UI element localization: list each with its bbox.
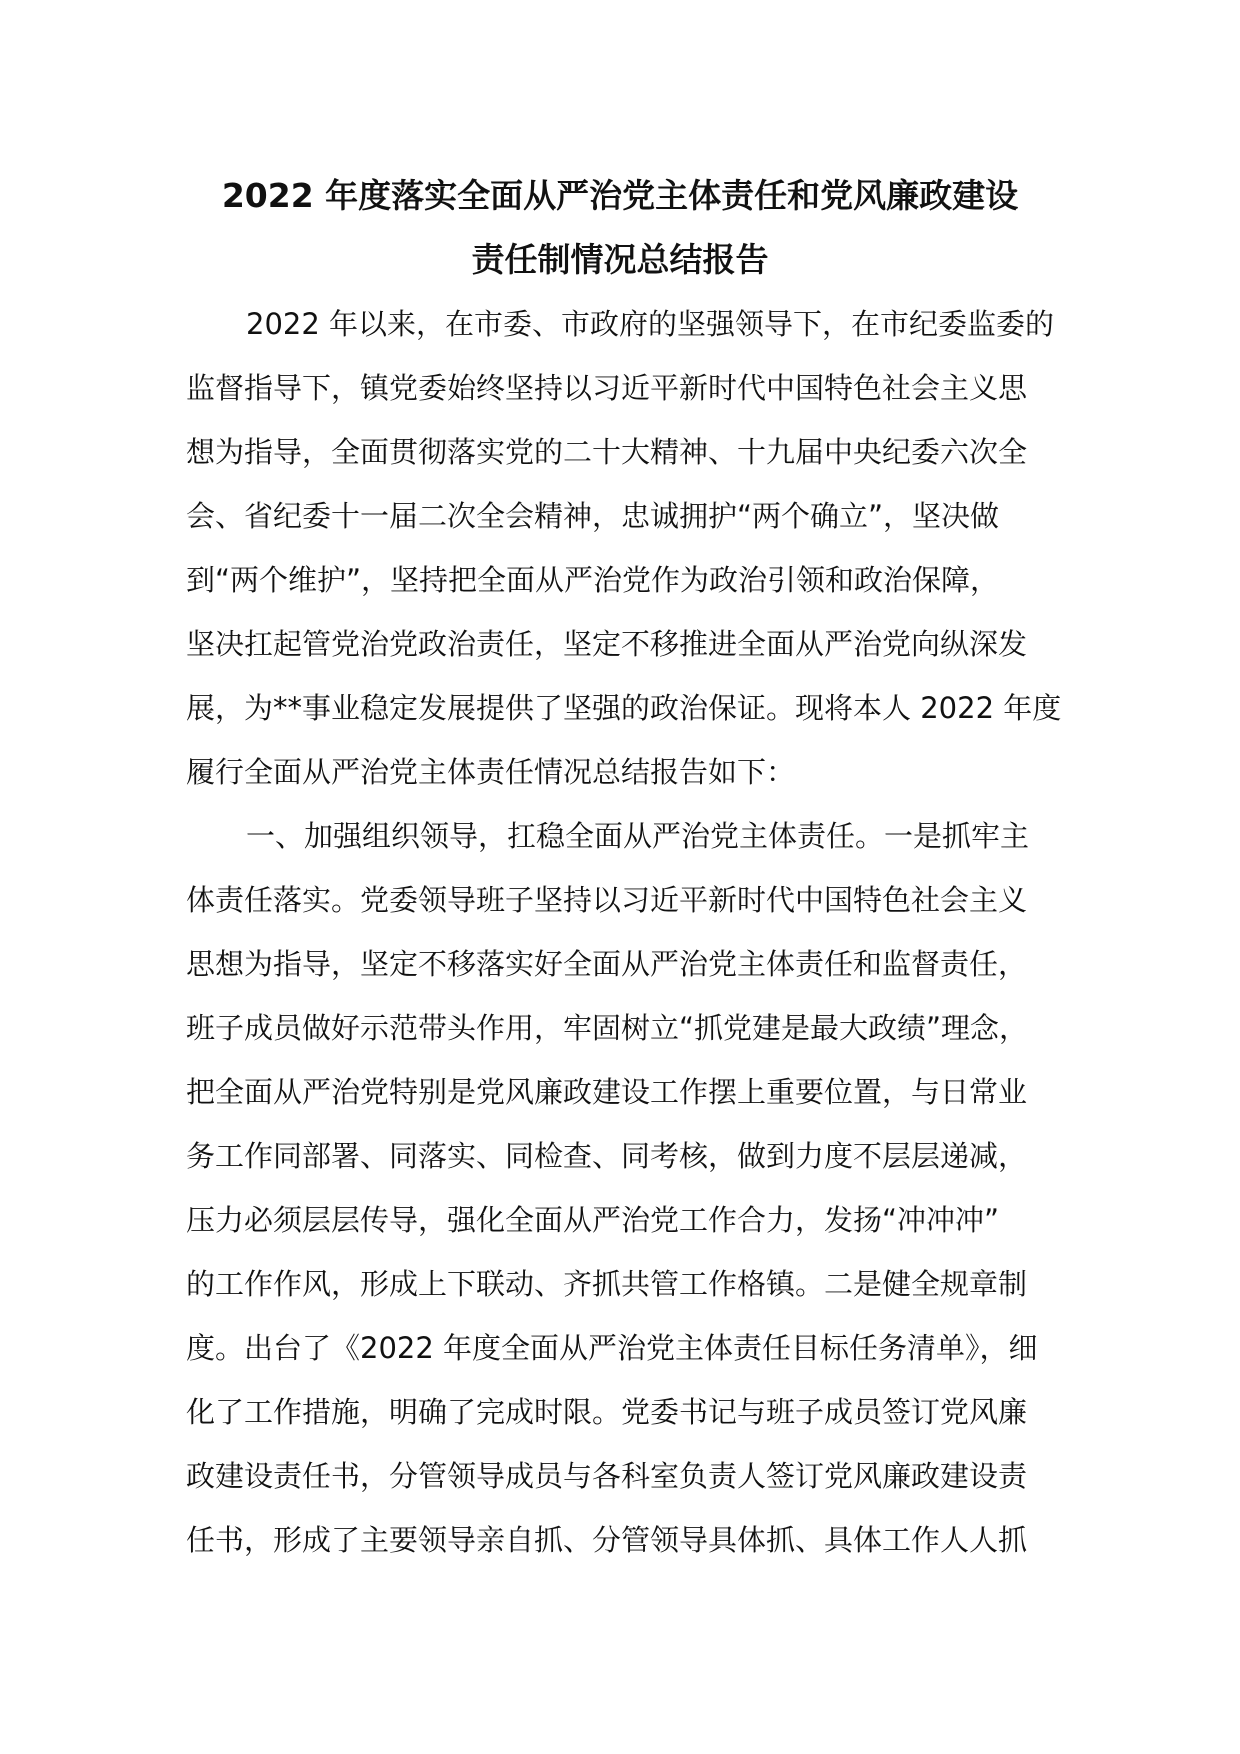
body-line: 度。出台了《2022 年度全面从严治党主体责任目标任务清单》，细 (186, 1331, 1038, 1365)
body-line: 想为指导，全面贯彻落实党的二十大精神、十九届中央纪委六次全 (186, 435, 1028, 469)
body-line: 2022 年以来，在市委、市政府的坚强领导下，在市纪委监委的 (246, 307, 1055, 341)
body-line: 班子成员做好示范带头作用，牢固树立“抓党建是最大政绩”理念， (186, 1011, 1029, 1045)
body-line: 化了工作措施，明确了完成时限。党委书记与班子成员签订党风廉 (186, 1395, 1028, 1429)
body-line: 务工作同部署、同落实、同检查、同考核，做到力度不层层递减， (186, 1139, 1028, 1173)
body-line: 的工作作风，形成上下联动、齐抓共管工作格镇。二是健全规章制 (186, 1267, 1028, 1301)
body-line: 坚决扛起管党治党政治责任，坚定不移推进全面从严治党向纵深发 (186, 627, 1028, 661)
title-line-2: 责任制情况总结报告 (471, 240, 769, 279)
body-line: 思想为指导，坚定不移落实好全面从严治党主体责任和监督责任， (186, 947, 1028, 981)
body-line: 把全面从严治党特别是党风廉政建设工作摆上重要位置，与日常业 (186, 1075, 1028, 1109)
body-line: 任书，形成了主要领导亲自抓、分管领导具体抓、具体工作人人抓 (186, 1523, 1028, 1557)
body-line: 监督指导下，镇党委始终坚持以习近平新时代中国特色社会主义思 (186, 371, 1028, 405)
body-line: 到“两个维护”，坚持把全面从严治党作为政治引领和政治保障， (186, 563, 1000, 597)
body-line: 体责任落实。党委领导班子坚持以习近平新时代中国特色社会主义 (186, 883, 1028, 917)
body-line: 压力必须层层传导，强化全面从严治党工作合力，发扬“冲冲冲” (186, 1203, 1000, 1237)
body-line: 政建设责任书，分管领导成员与各科室负责人签订党风廉政建设责 (186, 1459, 1028, 1493)
body-line: 履行全面从严治党主体责任情况总结报告如下： (186, 755, 796, 789)
body-line: 会、省纪委十一届二次全会精神，忠诚拥护“两个确立”，坚决做 (186, 499, 1000, 533)
body-line: 一、加强组织领导，扛稳全面从严治党主体责任。一是抓牢主 (246, 819, 1030, 853)
title-line-1: 2022 年度落实全面从严治党主体责任和党风廉政建设 (221, 176, 1019, 215)
body-line: 展，为**事业稳定发展提供了坚强的政治保证。现将本人 2022 年度 (186, 691, 1062, 725)
